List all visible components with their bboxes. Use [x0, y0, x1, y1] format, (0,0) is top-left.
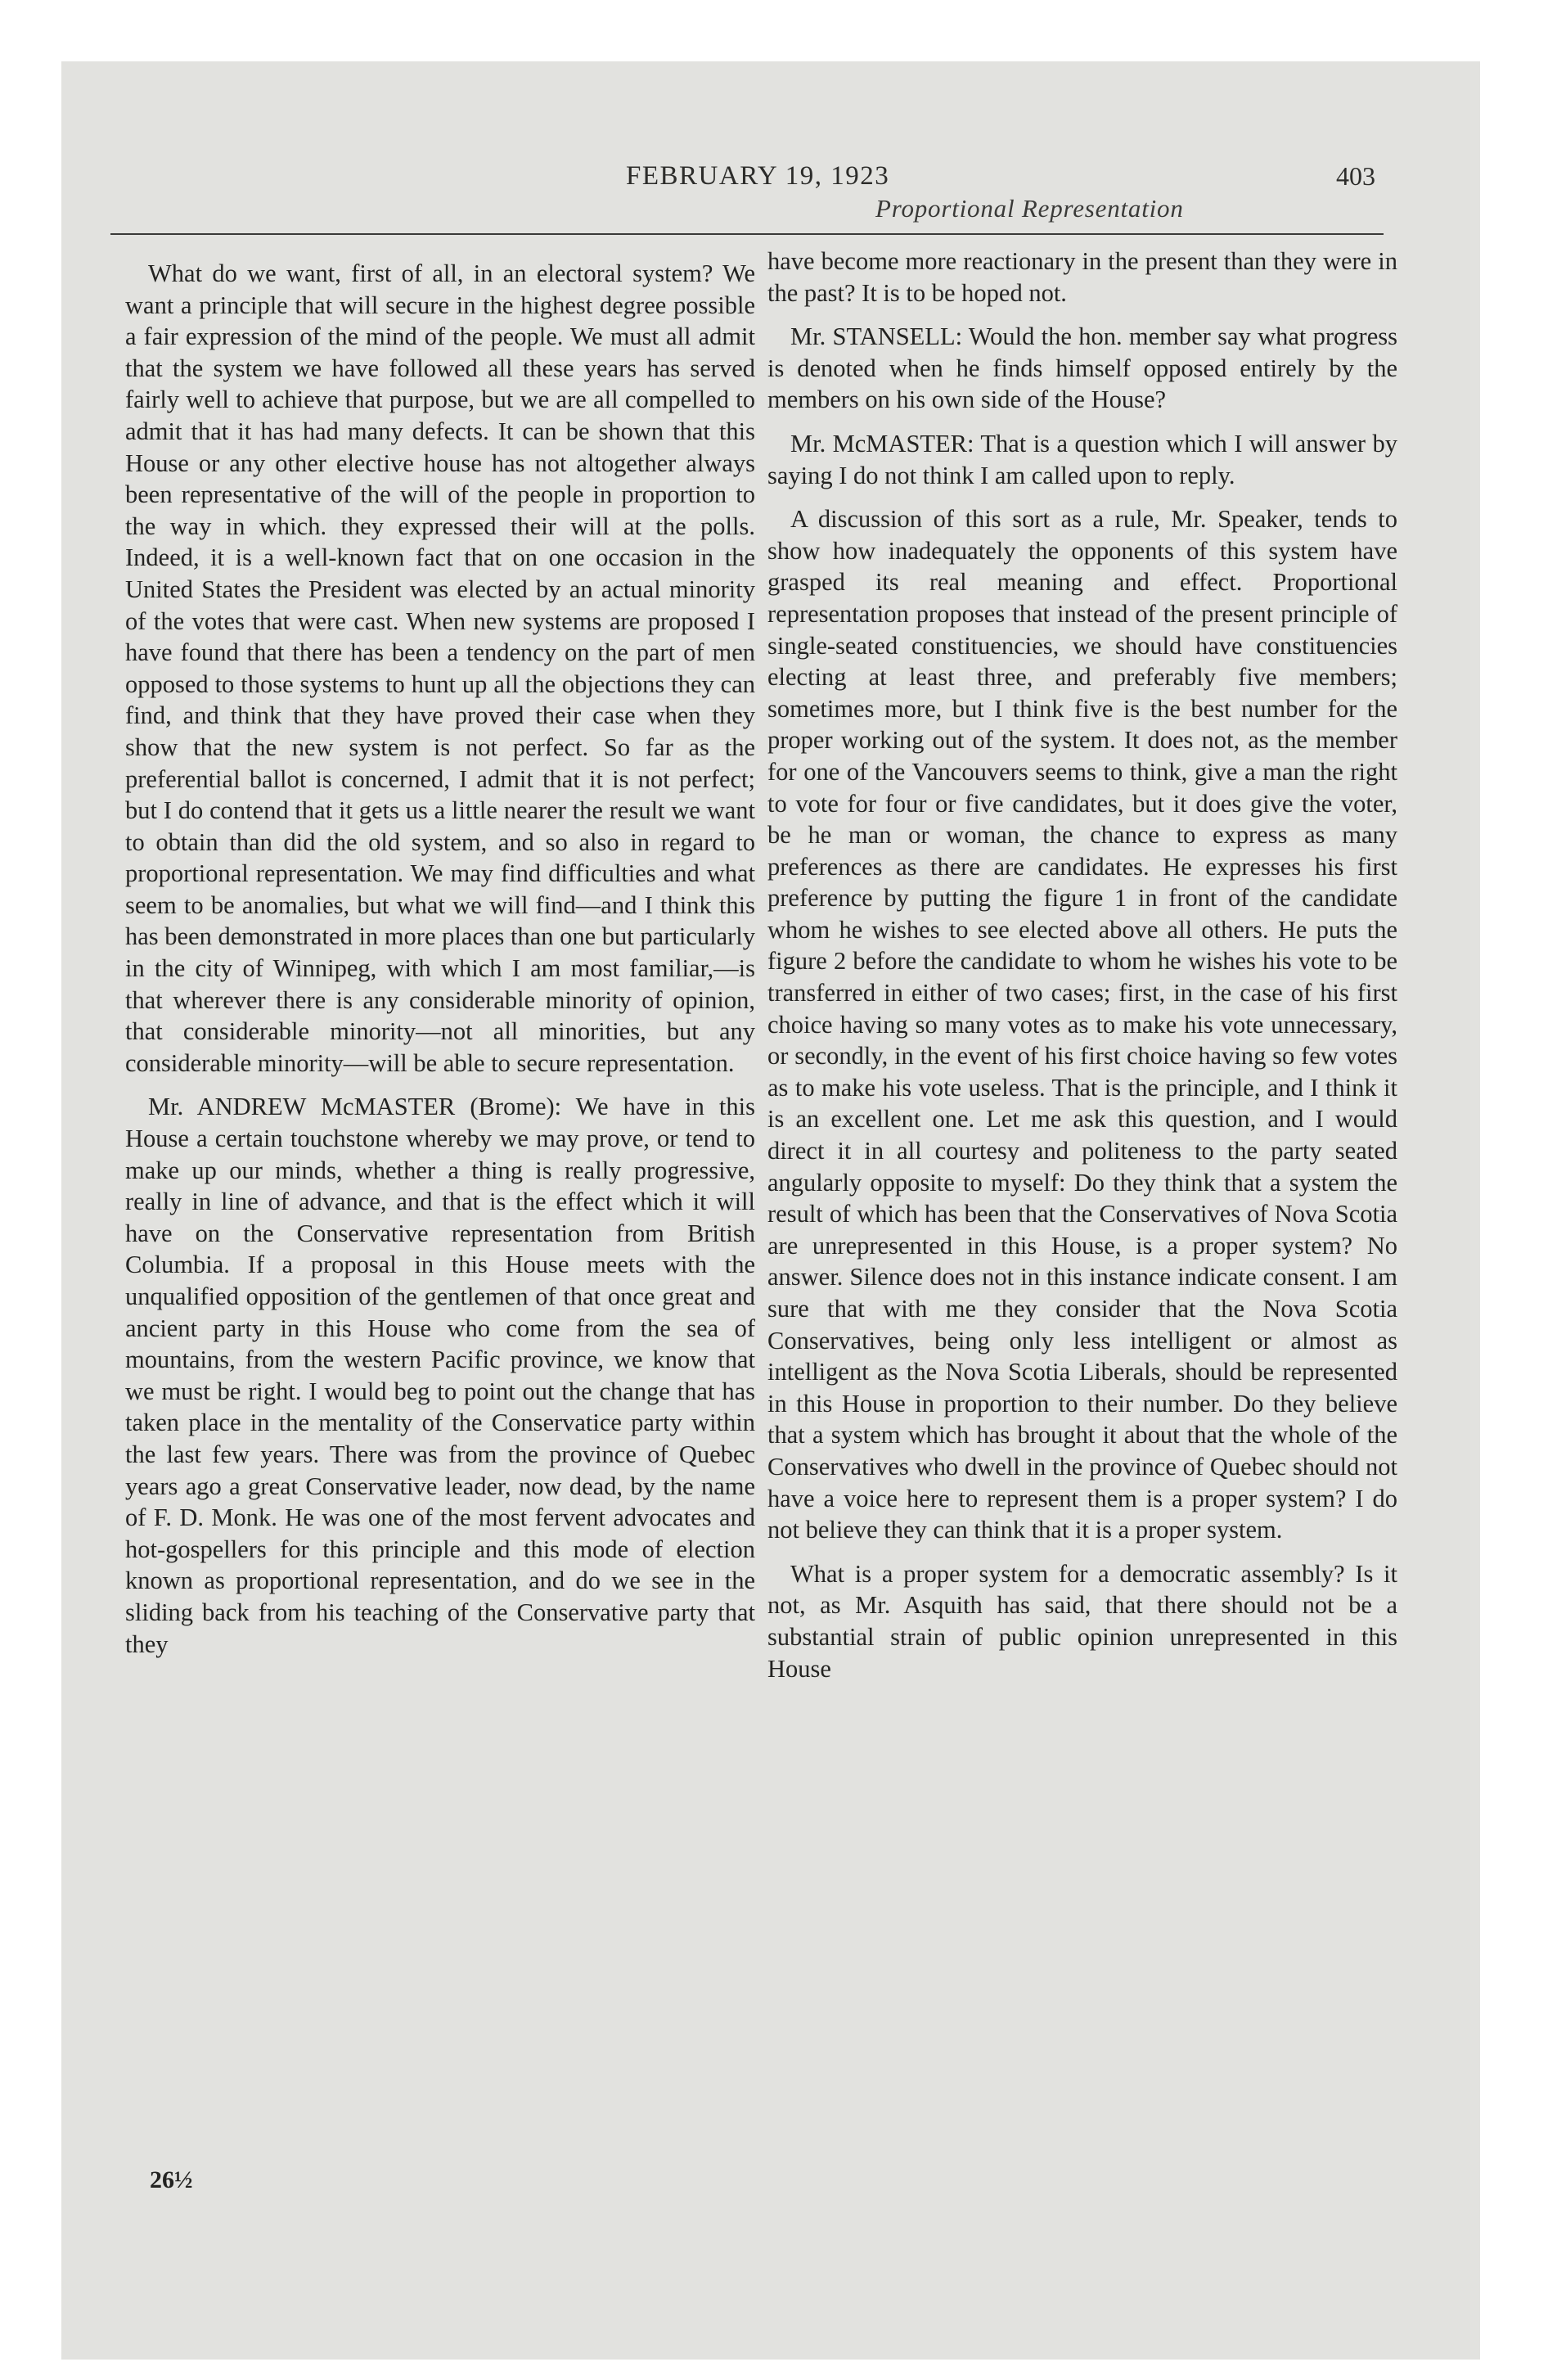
paragraph: What do we want, first of all, in an electoral system? We want a principle that will secure in the highest degree possible a fair expression of the mind of the people. We must all admit that the system we have followed all these years has served fairly well to achieve that purpose, but we are all compelled to admit that it has had many defects. It can be shown that this House or any other elective house has not altogether always been representative of the will of the people in proportion to the way in which. they expressed their will at the polls. Indeed, it is a well-known fact that on one occasion in the United States the President was elected by an actual minority of the votes that were cast. When new systems are proposed I have found that there has been a tendency on the part of men opposed to those systems to hunt up all the objections they can find, and think that they have proved their case when they show that the new system is not perfect. So far as the preferential ballot is concerned, I admit that it is not perfect; but I do contend that it gets us a little nearer the result we want to obtain than did the old system, and so also in regard to proportional representation. We may find difficulties and what seem to be anomalies, but what we will find—and I think this has been demonstrated in more places than one but particularly in the city of Winnipeg, with which I am most familiar,—is that wherever there is any considerable minority of opinion, that considerable minority—not all minorities, but any considerable minority—will be able to secure representation. — [125, 259, 755, 1077]
right-column — [767, 246, 1397, 1684]
page-sheet — [61, 61, 1480, 2360]
paragraph: Mr. STANSELL: Would the hon. member say what progress is denoted when he finds himself opposed entirely by the members on his own side of the House? — [767, 322, 1397, 414]
paragraph: Mr. ANDREW McMASTER (Brome): We have in this House a certain touchstone whereby we may prove, or tend to make up our minds, whether a thing is really progressive, really in line of advance, and that is the effect which it will have on the Conservative representation from British Columbia. If a proposal in this House meets with the unqualified opposition of the gentlemen of that once great and ancient party in this House who come from the sea of mountains, from the western Pacific province, we know that we must be right. I would beg to point out the change that has taken place in the mentality of the Conservatice party within the last few years. There was from the province of Quebec years ago a great Conservative leader, now dead, by the name of F. D. Monk. He was one of the most fervent advocates and hot-gospellers for this principle and this mode of election known as proportional representation, and do we see in the sliding back from his teaching of the Conservative party that they — [125, 1093, 755, 1658]
page-header — [61, 61, 1480, 241]
page-number: 403 — [1336, 161, 1375, 191]
section-title: Proportional Representation — [875, 194, 1184, 223]
paragraph: have become more reactionary in the present than they were in the past? It is to be hoped not. — [767, 247, 1397, 307]
paragraph: Mr. McMASTER: That is a question which I will answer by saying I do not think I am called upon to reply. — [767, 429, 1397, 489]
signature-mark: 26½ — [150, 2166, 193, 2193]
header-date: FEBRUARY 19, 1923 — [626, 161, 890, 191]
header-rule — [110, 233, 1384, 235]
left-column — [125, 246, 755, 1660]
paragraph: A discussion of this sort as a rule, Mr. Speaker, tends to show how inadequately the opponents of this system have grasped its real meaning and effect. Proportional representation proposes that instead of the present principle of single-seated constituencies, we should have constituencies electing at least three, and preferably five members; sometimes more, but I think five is the best number for the proper working out of the system. It does not, as the member for one of the Vancouvers seems to think, give a man the right to vote for four or five candidates, but it does give the voter, be he man or woman, the chance to express as many preferences as there are candidates. He expresses his first preference by putting the figure 1 in front of the candidate whom he wishes to see elected above all others. He puts the figure 2 before the candidate to whom he wishes his vote to be transferred in either of two cases; first, in the case of his first choice having so many votes as to make his vote unnecessary, or secondly, in the event of his first choice having so few votes as to make his vote useless. That is the principle, and I think it is an excellent one. Let me ask this question, and I would direct it in all courtesy and politeness to the party seated angularly opposite to myself: Do they think that a system the result of which has been that the Conservatives of Nova Scotia are unrepresented in this House, is a proper system? No answer. Silence does not in this instance indicate consent. I am sure that with me they consider that the Nova Scotia Conservatives, being only less intelligent or almost as intelligent as the Nova Scotia Liberals, should be represented in this House in proportion to their number. Do they believe that a system which has brought it about that the whole of the Conservatives who dwell in the province of Quebec should not have a voice here to represent them is a proper system? I do not believe they can think that it is a proper system. — [767, 505, 1397, 1544]
paragraph: What is a proper system for a democratic assembly? Is it not, as Mr. Asquith has said, that there should not be a substantial strain of public opinion unrepresented in this House — [767, 1559, 1397, 1683]
